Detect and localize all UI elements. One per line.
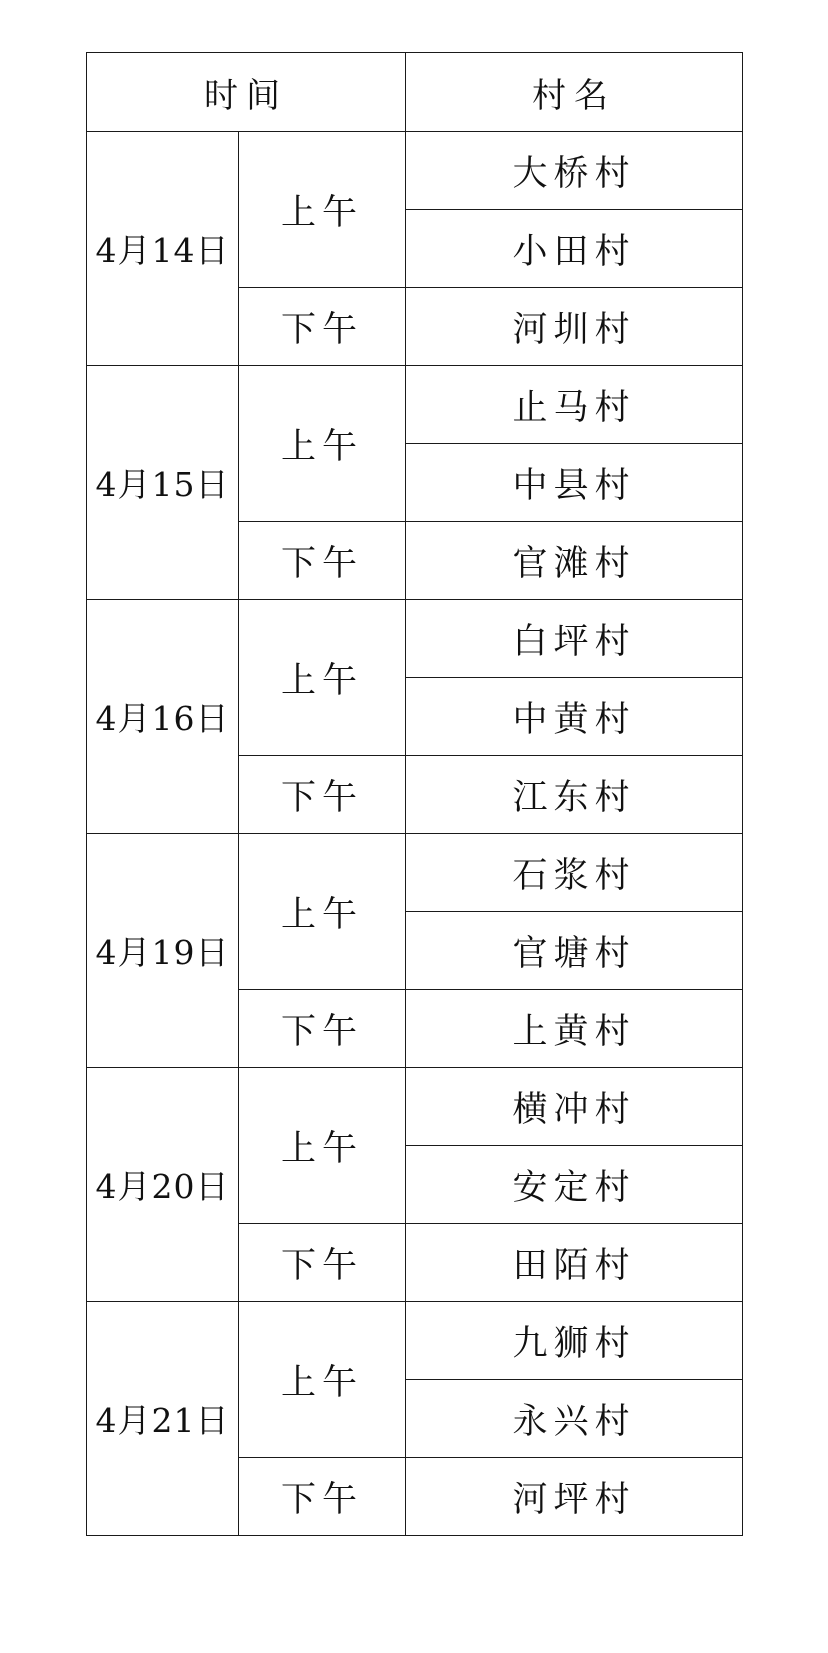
morning-cell: 上午 bbox=[239, 834, 406, 990]
village-cell: 田陌村 bbox=[406, 1224, 743, 1302]
village-cell: 中县村 bbox=[406, 444, 743, 522]
village-cell: 安定村 bbox=[406, 1146, 743, 1224]
afternoon-cell: 下午 bbox=[239, 1458, 406, 1536]
table-row bbox=[87, 132, 743, 210]
afternoon-cell: 下午 bbox=[239, 1224, 406, 1302]
afternoon-cell: 下午 bbox=[239, 990, 406, 1068]
date-cell: 4月15日 bbox=[87, 366, 239, 600]
schedule-body bbox=[87, 132, 743, 1536]
afternoon-cell: 下午 bbox=[239, 288, 406, 366]
village-cell: 官滩村 bbox=[406, 522, 743, 600]
date-cell: 4月16日 bbox=[87, 600, 239, 834]
morning-cell: 上午 bbox=[239, 1302, 406, 1458]
afternoon-cell: 下午 bbox=[239, 522, 406, 600]
morning-cell: 上午 bbox=[239, 132, 406, 288]
time-header: 时间 bbox=[87, 53, 406, 132]
village-cell: 河圳村 bbox=[406, 288, 743, 366]
village-cell: 九狮村 bbox=[406, 1302, 743, 1380]
village-cell: 永兴村 bbox=[406, 1380, 743, 1458]
village-cell: 河坪村 bbox=[406, 1458, 743, 1536]
village-cell: 白坪村 bbox=[406, 600, 743, 678]
village-cell: 大桥村 bbox=[406, 132, 743, 210]
header-row bbox=[87, 53, 743, 132]
village-cell: 石浆村 bbox=[406, 834, 743, 912]
date-cell: 4月21日 bbox=[87, 1302, 239, 1536]
afternoon-cell: 下午 bbox=[239, 756, 406, 834]
date-cell: 4月20日 bbox=[87, 1068, 239, 1302]
date-cell: 4月14日 bbox=[87, 132, 239, 366]
table-row bbox=[87, 600, 743, 678]
village-cell: 中黄村 bbox=[406, 678, 743, 756]
morning-cell: 上午 bbox=[239, 366, 406, 522]
date-cell: 4月19日 bbox=[87, 834, 239, 1068]
village-cell: 官塘村 bbox=[406, 912, 743, 990]
table-row bbox=[87, 1068, 743, 1146]
village-cell: 小田村 bbox=[406, 210, 743, 288]
village-cell: 上黄村 bbox=[406, 990, 743, 1068]
table-row bbox=[87, 366, 743, 444]
village-cell: 止马村 bbox=[406, 366, 743, 444]
village-schedule-table bbox=[86, 52, 743, 1536]
morning-cell: 上午 bbox=[239, 1068, 406, 1224]
table-row bbox=[87, 1302, 743, 1380]
morning-cell: 上午 bbox=[239, 600, 406, 756]
table-row bbox=[87, 834, 743, 912]
village-cell: 横冲村 bbox=[406, 1068, 743, 1146]
village-header: 村名 bbox=[406, 53, 743, 132]
village-cell: 江东村 bbox=[406, 756, 743, 834]
